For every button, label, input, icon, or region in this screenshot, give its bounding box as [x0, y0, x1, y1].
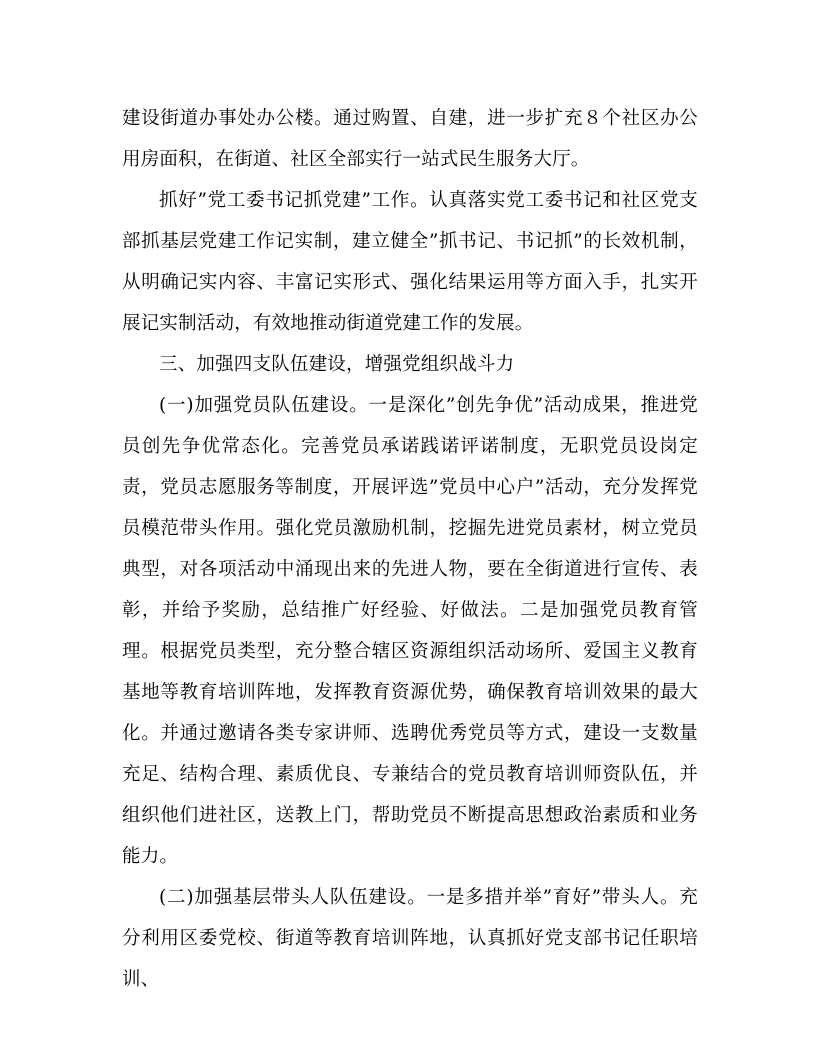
paragraph-office-building: 建设街道办事处办公楼。通过购置、自建，进一步扩充８个社区办公用房面积，在街道、社区全部实行一站式民生服务大厅。 — [122, 108, 698, 170]
paragraph-grassroots-leaders: (二)加强基层带头人队伍建设。一是多措并举”育好”带头人。充分利用区委党校、街道等教育培训阵地，认真抓好党支部书记任职培训、 — [122, 887, 698, 990]
document-body — [122, 98, 698, 1000]
section-heading: 三、加强四支队伍建设，增强党组织战斗力 — [159, 354, 515, 375]
paragraph-party-member-team: (一)加强党员队伍建设。一是深化”创先争优”活动成果，推进党员创先争优常态化。完善党员承诺践诺评诺制度，无职党员设岗定责，党员志愿服务等制度，开展评选”党员中心户”活动，充分发挥党员模范带头作用。强化党员激励机制，挖掘先进党员素材，树立党员典型，对各项活动中涌现出来的先进人物，要在全街道进行宣传、表彰，并给予奖励，总结推广好经验、好做法。二是加强党员教育管理。根据党员类型，充分整合辖区资源组织活动场所、爱国主义教育基地等教育培训阵地，发挥教育资源优势，确保教育培训效果的最大化。并通过邀请各类专家讲师、选聘优秀党员等方式，建设一支数量充足、结构合理、素质优良、专兼结合的党员教育培训师资队伍，并组织他们进社区，送教上门，帮助党员不断提高思想政治素质和业务能力。 — [122, 395, 698, 867]
paragraph-party-secretary: 抓好”党工委书记抓党建”工作。认真落实党工委书记和社区党支部抓基层党建工作记实制，建立健全”抓书记、书记抓”的长效机制，从明确记实内容、丰富记实形式、强化结果运用等方面入手，扎实开展记实制活动，有效地推动街道党建工作的发展。 — [122, 190, 698, 334]
